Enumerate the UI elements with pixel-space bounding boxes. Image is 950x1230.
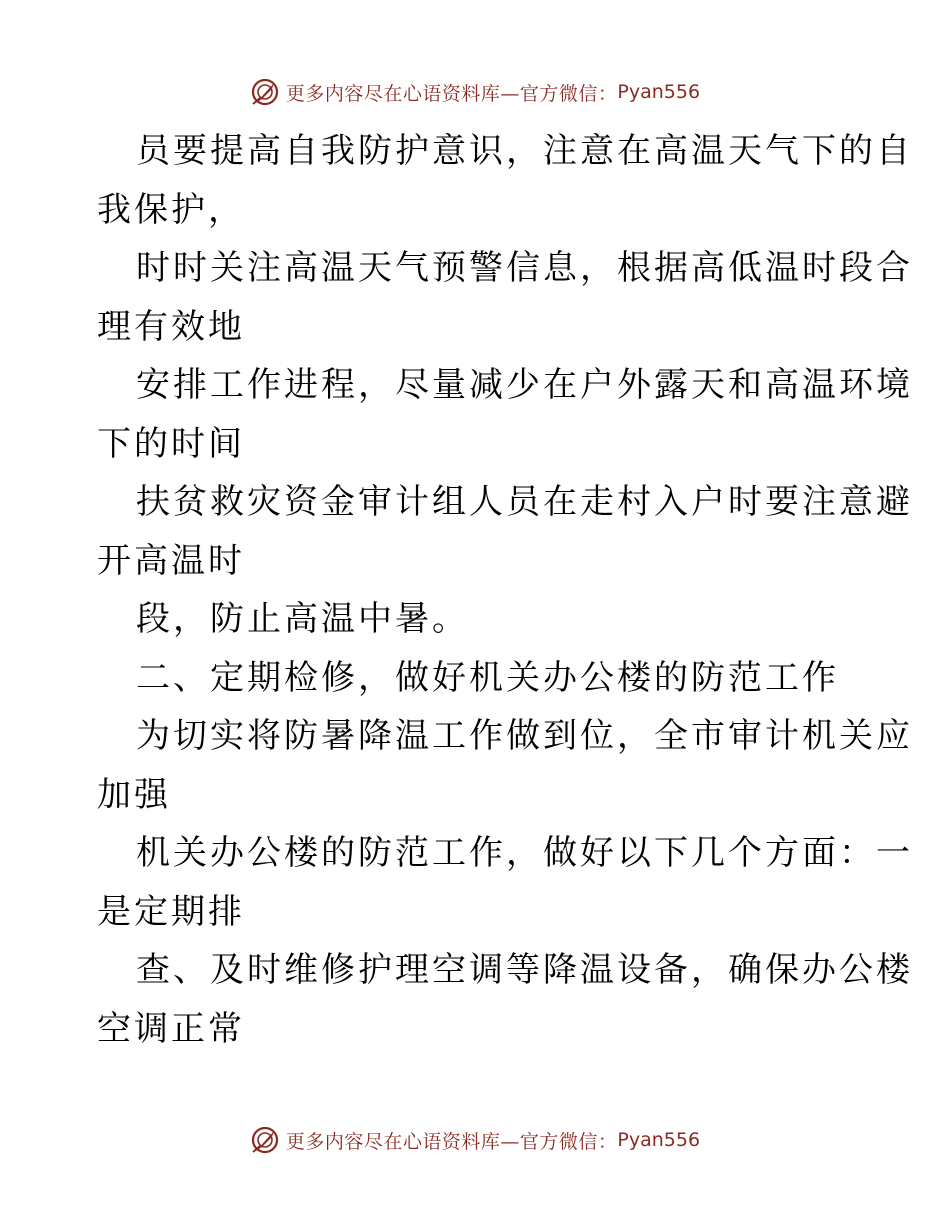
- watermark-wechat-id: Pyan556: [617, 1129, 701, 1151]
- watermark-text: 更多内容尽在心语资料库—官方微信：: [285, 82, 618, 105]
- quill-circle-icon: [250, 1125, 280, 1155]
- body-line: 开高温时: [97, 540, 245, 581]
- body-line: 是定期排: [97, 891, 245, 932]
- body-line: 我保护，: [97, 189, 245, 230]
- section-heading: 二、定期检修，做好机关办公楼的防范工作: [136, 657, 839, 698]
- body-line: 空调正常: [97, 1008, 245, 1049]
- watermark-text: 更多内容尽在心语资料库—官方微信：: [285, 1130, 618, 1153]
- body-line: 扶贫救灾资金审计组人员在走村入户时要注意避: [136, 482, 913, 522]
- body-line: 理有效地: [97, 306, 245, 347]
- watermark-wechat-id: Pyan556: [617, 81, 701, 103]
- body-line: 为切实将防暑降温工作做到位，全市审计机关应: [136, 716, 913, 756]
- body-line: 段，防止高温中暑。: [136, 599, 469, 639]
- body-line: 下的时间: [97, 423, 245, 464]
- document-body: [97, 122, 913, 1058]
- body-line: 安排工作进程，尽量减少在户外露天和高温环境: [136, 365, 913, 405]
- body-line: 员要提高自我防护意识，注意在高温天气下的自: [136, 131, 913, 171]
- body-line: 查、及时维修护理空调等降温设备，确保办公楼: [136, 950, 913, 990]
- body-line: 时时关注高温天气预警信息，根据高低温时段合: [136, 248, 913, 288]
- quill-circle-icon: [250, 77, 280, 107]
- footer-watermark: [0, 1120, 950, 1160]
- body-line: 机关办公楼的防范工作，做好以下几个方面：一: [136, 833, 913, 873]
- header-watermark: [0, 72, 950, 112]
- body-line: 加强: [97, 774, 171, 815]
